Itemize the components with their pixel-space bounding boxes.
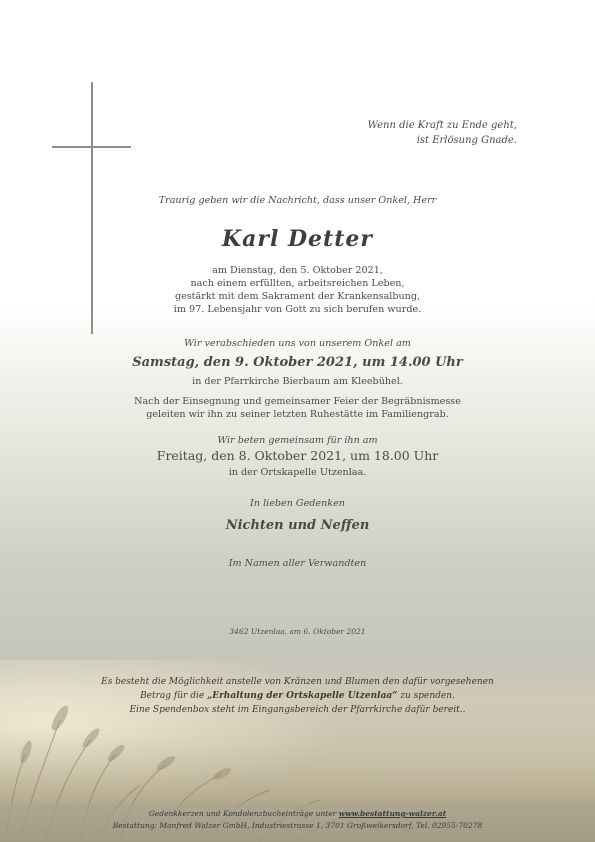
- signers: Nichten und Neffen: [225, 518, 370, 533]
- footer-line-2: Bestattung: Manfred Walzer GmbH, Industriestrasse 1, 3701 Großweikersdorf, Tel. 02955-70278: [112, 821, 483, 830]
- memory-text: In lieben Gedenken: [250, 498, 345, 509]
- prayer-date: Freitag, den 8. Oktober 2021, um 18.00 Uhr: [156, 448, 439, 463]
- burial-line-1: Nach der Einsegnung und gemeinsamer Feier der Begräbnismesse: [134, 396, 461, 407]
- prayer-intro: Wir beten gemeinsam für ihn am: [217, 435, 378, 446]
- burial-text: [0, 395, 595, 421]
- quote-line-1: Wenn die Kraft zu Ende geht,: [367, 120, 517, 131]
- relatives-text: Im Namen aller Verwandten: [228, 558, 367, 569]
- footer: [0, 808, 595, 832]
- footer-line-1: [0, 808, 595, 820]
- donation-line-1: Es besteht die Möglichkeit anstelle von Kränzen und Blumen den dafür vorgesehenen: [101, 677, 494, 687]
- cross-icon-bar: [52, 146, 131, 148]
- intro-text: Traurig geben wir die Nachricht, dass unser Onkel, Herr: [158, 195, 437, 206]
- donation-line-2-post: zu spenden.: [397, 691, 455, 701]
- burial-line-2: geleiten wir ihn zu seiner letzten Ruhestätte im Familiengrab.: [146, 409, 449, 420]
- death-notice: [0, 264, 595, 316]
- footer-line-1-text: Gedenkkerzen und Kondolenzbucheinträge unter: [148, 809, 339, 818]
- funeral-intro: Wir verabschieden uns von unserem Onkel am: [184, 338, 411, 349]
- place-date: 3462 Utzenlaa, am 6. Oktober 2021: [229, 627, 366, 636]
- death-line-1: am Dienstag, den 5. Oktober 2021,: [212, 265, 383, 276]
- prayer-place: in der Ortskapelle Utzenlaa.: [228, 467, 367, 478]
- donation-cause: „Erhaltung der Ortskapelle Utzenlaa“: [207, 691, 398, 701]
- death-line-3: gestärkt mit dem Sakrament der Krankensalbung,: [174, 291, 421, 302]
- funeral-place: in der Pfarrkirche Bierbaum am Kleebühel.: [192, 376, 403, 387]
- deceased-name: Karl Detter: [222, 226, 373, 252]
- death-line-2: nach einem erfüllten, arbeitsreichen Leben,: [190, 278, 405, 289]
- quote: [368, 118, 517, 148]
- donation-line-2-pre: Betrag für die: [140, 691, 208, 701]
- death-line-4: im 97. Lebensjahr von Gott zu sich berufen wurde.: [173, 304, 422, 315]
- funeral-date: Samstag, den 9. Oktober 2021, um 14.00 Uhr: [132, 355, 463, 370]
- quote-line-2: ist Erlösung Gnade.: [416, 135, 517, 146]
- website-link[interactable]: www.bestattung-walzer.at: [338, 809, 447, 818]
- donation-line-3: Eine Spendenbox steht im Eingangsbereich der Pfarrkirche dafür bereit..: [129, 705, 466, 715]
- donation-line-2: [0, 689, 595, 703]
- donation-notice: [0, 675, 595, 717]
